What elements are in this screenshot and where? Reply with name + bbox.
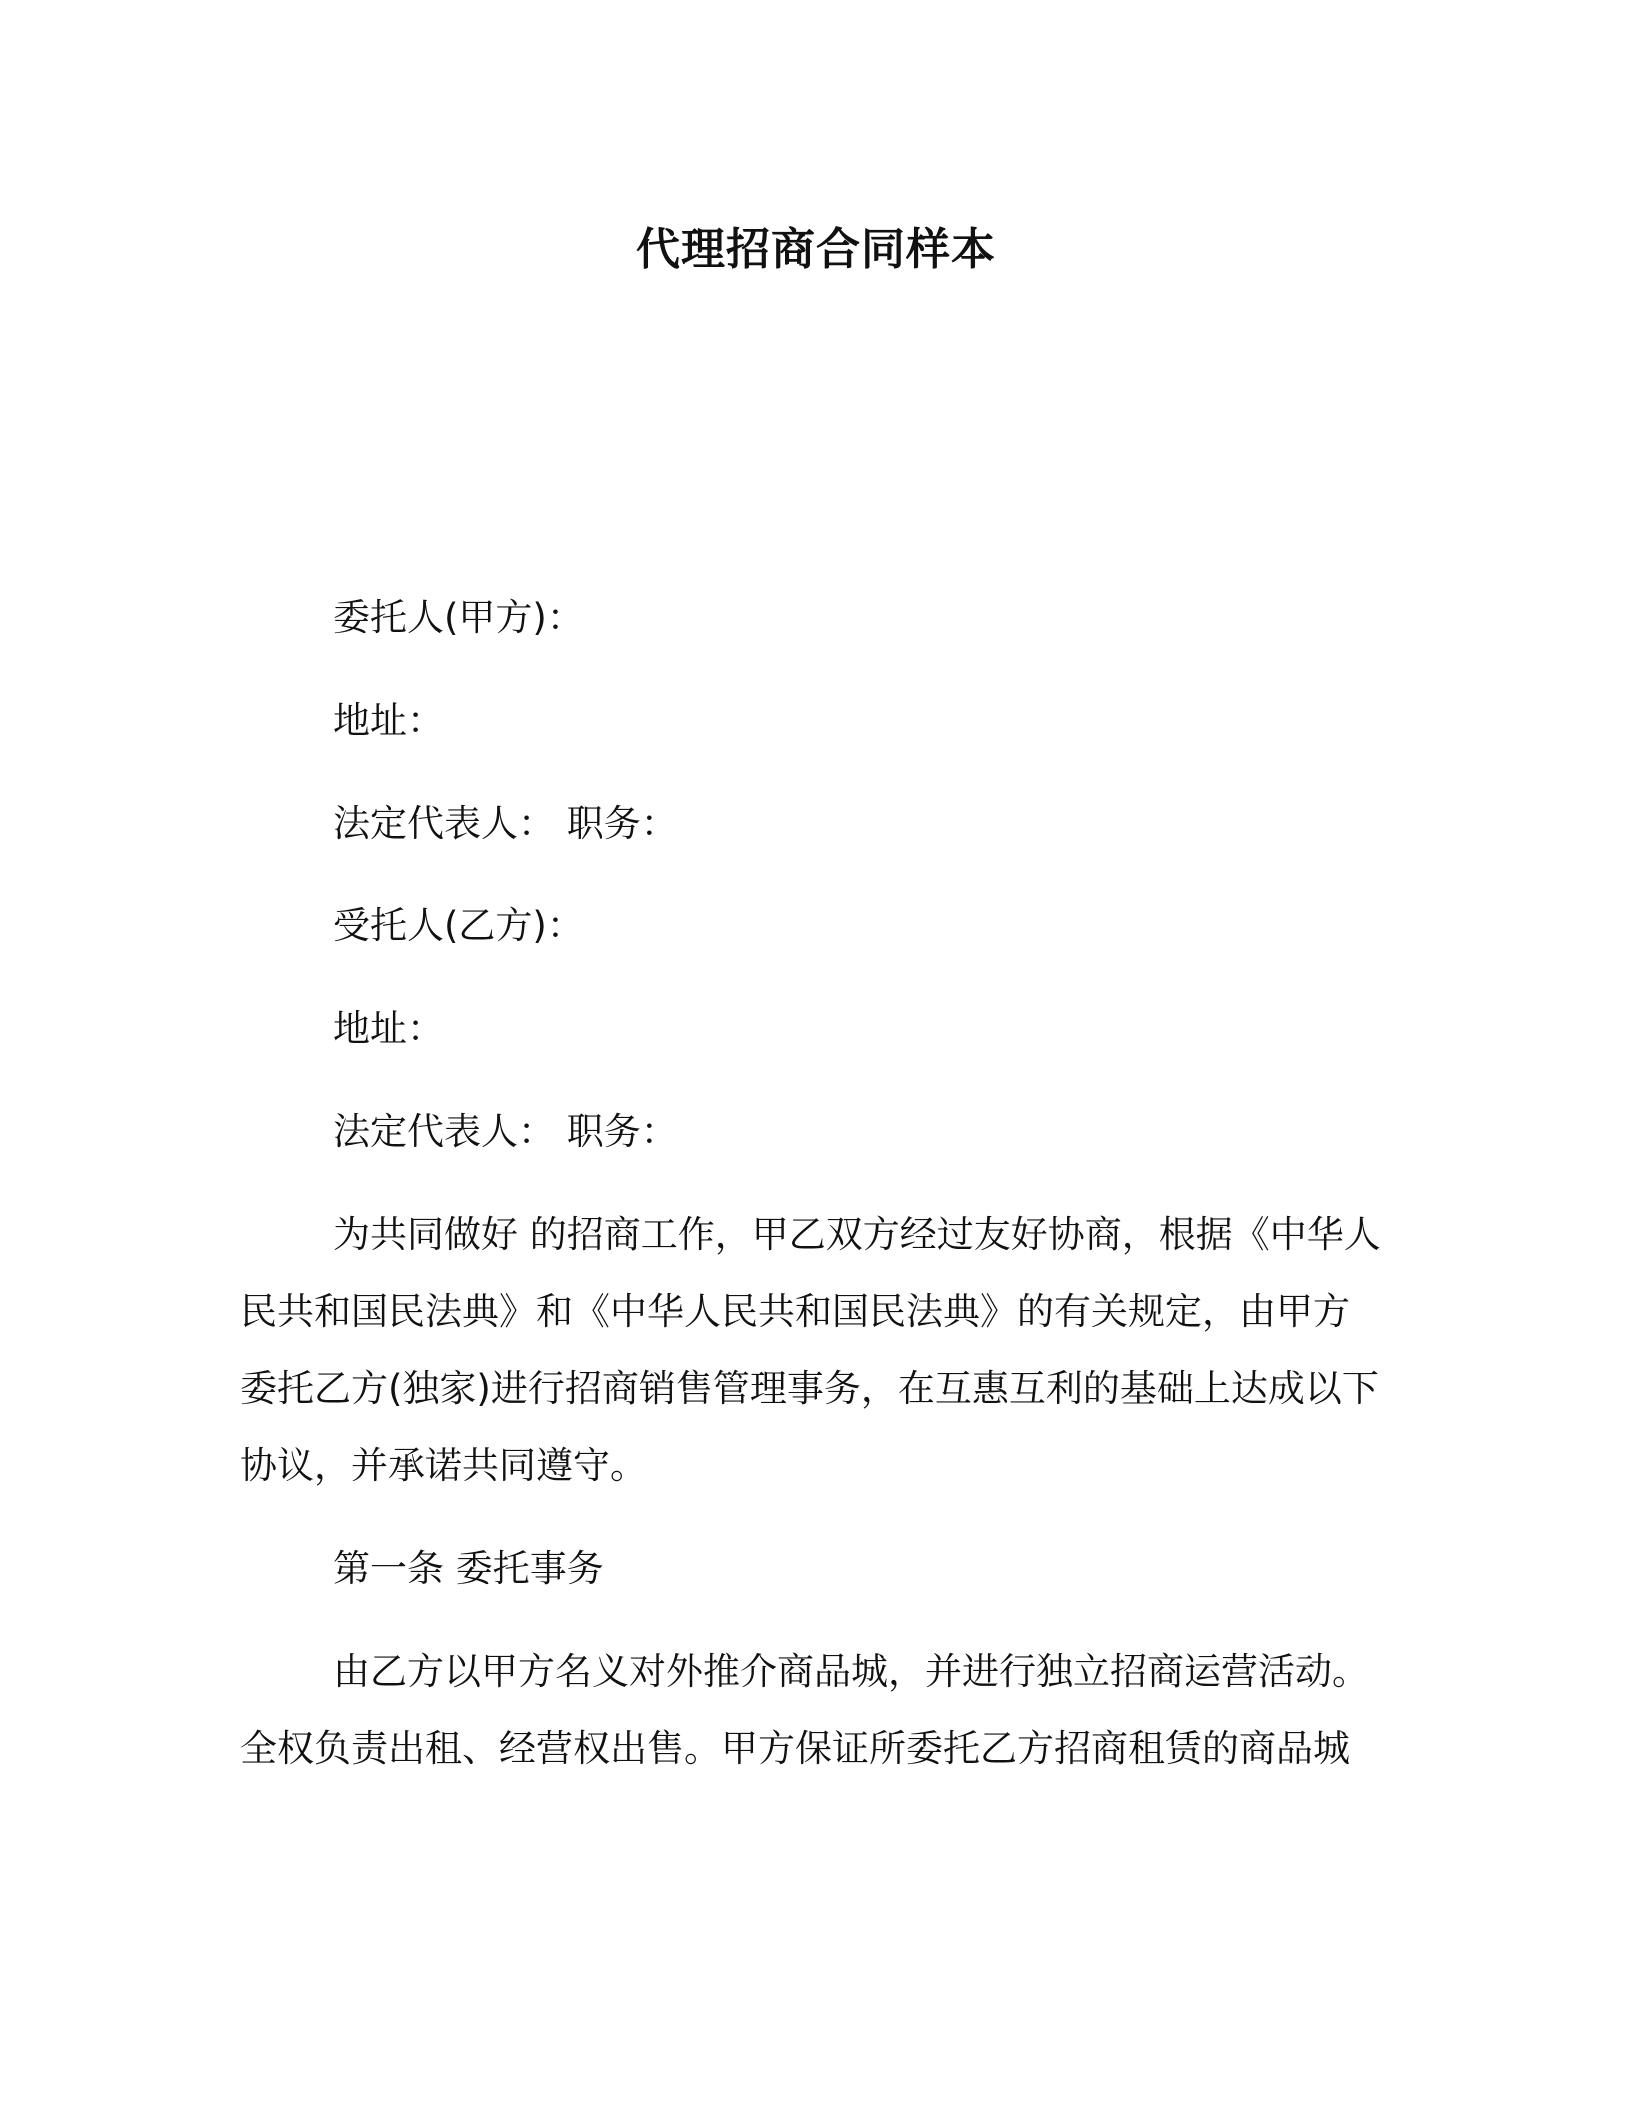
article-1-line: 全权负责出租、经营权出售。甲方保证所委托乙方招商租赁的商品城 — [240, 1727, 1350, 1770]
intro-line: 委托乙方(独家)进行招商销售管理事务，在互惠互利的基础上达成以下 — [240, 1367, 1379, 1410]
intro-line: 民共和国民法典》和《中华人民共和国民法典》的有关规定，由甲方 — [240, 1290, 1350, 1333]
article-1-line: 由乙方以甲方名义对外推介商品城，并进行独立招商运营活动。 — [333, 1650, 1369, 1693]
document-title: 代理招商合同样本 — [636, 224, 996, 275]
intro-line: 协议，并承诺共同遵守。 — [240, 1444, 647, 1487]
principal-party-a-field: 委托人(甲方)： — [333, 596, 584, 639]
party-a-address-field: 地址： — [333, 699, 444, 742]
party-b-address-field: 地址： — [333, 1007, 444, 1050]
article-1-heading: 第一条 委托事务 — [333, 1547, 604, 1590]
agent-party-b-field: 受托人(乙方)： — [333, 904, 584, 947]
party-a-representative-field: 法定代表人： 职务： — [333, 802, 678, 845]
intro-line: 为共同做好 的招商工作，甲乙双方经过友好协商，根据《中华人 — [333, 1213, 1381, 1256]
party-b-representative-field: 法定代表人： 职务： — [333, 1110, 678, 1153]
